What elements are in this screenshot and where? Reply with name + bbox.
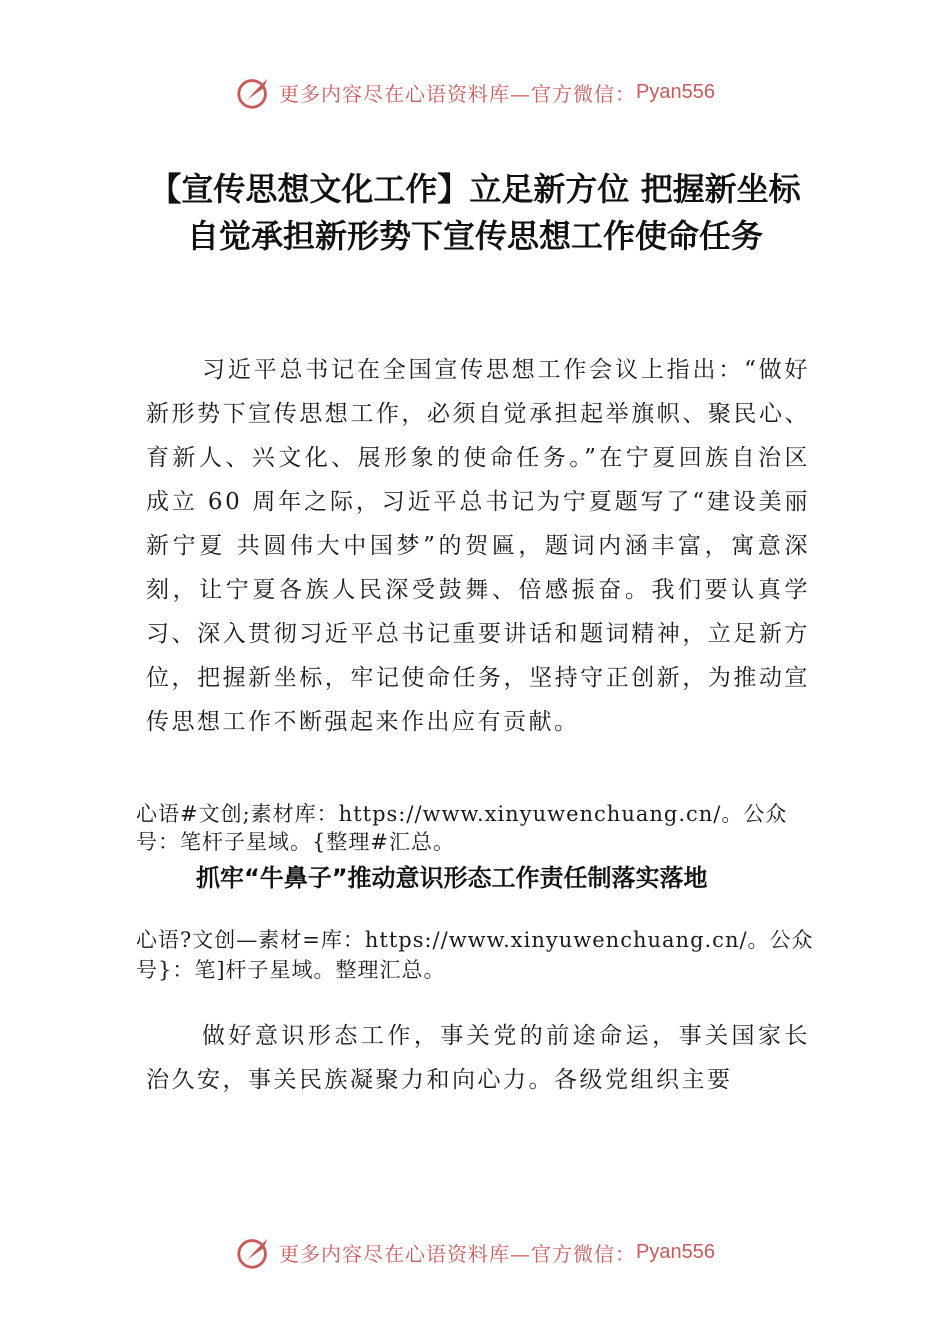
document-title: 【宣传思想文化工作】立足新方位 把握新坐标 自觉承担新形势下宣传思想工作使命任务	[149, 170, 801, 255]
watermark-text: 更多内容尽在心语资料库—官方微信：	[279, 1241, 637, 1266]
header-watermark	[0, 70, 950, 114]
section-heading: 抓牢“牛鼻子”推动意识形态工作责任制落实落地	[196, 864, 708, 892]
body-paragraph-2: 做好意识形态工作，事关党的前途命运，事关国家长治久安，事关民族凝聚力和向心力。各级党组织主要	[146, 1023, 810, 1093]
source-note-1: 心语#文创;素材库：https://www.xinyuwenchuang.cn/。公众号：笔杆子星域。{整理#汇总。	[136, 802, 788, 854]
watermark-wechat-id: Pyan556	[636, 80, 715, 103]
watermark-text: 更多内容尽在心语资料库—官方微信：	[279, 81, 637, 106]
quill-logo-icon	[235, 1233, 273, 1271]
body-paragraph-1: 习近平总书记在全国宣传思想工作会议上指出：“做好新形势下宣传思想工作，必须自觉承担起举旗帜、聚民心、育新人、兴文化、展形象的使命任务。”在宁夏回族自治区成立 60 周年之际，习近平总书记为宁夏题写了“建设美丽新宁夏 共圆伟大中国梦”的贺匾，题词内涵丰富，寓意深刻，让宁夏各族人民深受鼓舞、倍感振奋。我们要认真学习、深入贯彻习近平总书记重要讲话和题词精神，立足新方位，把握新坐标，牢记使命任务，坚持守正创新，为推动宣传思想工作不断强起来作出应有贡献。	[146, 357, 810, 735]
watermark-wechat-id: Pyan556	[636, 1240, 715, 1263]
source-note-2: 心语?文创—素材=库：https://www.xinyuwenchuang.cn/。公众号}：笔]杆子星域。整理汇总。	[136, 928, 814, 982]
quill-logo-icon	[235, 73, 273, 111]
footer-watermark	[0, 1230, 950, 1274]
